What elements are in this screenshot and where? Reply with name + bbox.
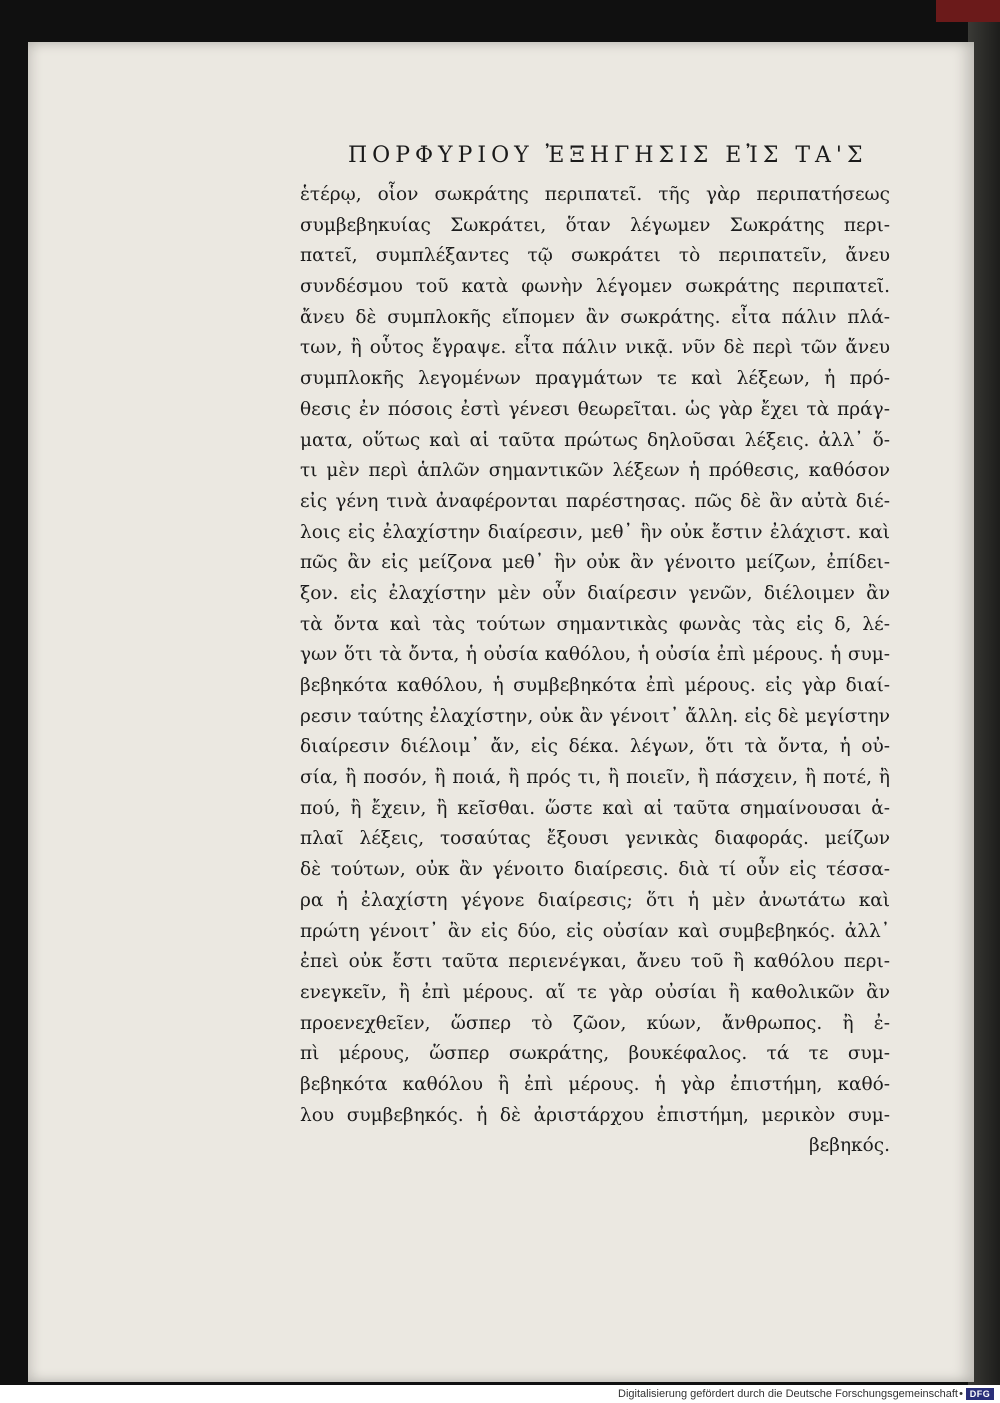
footer-separator: •: [959, 1388, 963, 1400]
text-line: ρα ἡ ἐλαχίστη γέγονε διαίρεσις; ὅτι ἡ μὲν ἀνωτάτω καὶ: [300, 889, 890, 911]
text-line: τὰ ὄντα καὶ τὰς τούτων σημαντικὰς φωνὰς τὰς εἰς δ, λέ-: [300, 613, 890, 635]
text-line: ρεσιν ταύτης ἐλαχίστην, οὐκ ἂν γένοιτ᾽ ἄλλη. εἰς δὲ μεγίστην: [300, 705, 890, 727]
text-line: συμπλοκῆς λεγομένων πραγμάτων τε καὶ λέξεων, ἡ πρό-: [300, 368, 890, 390]
text-line: συνδέσμου τοῦ κατὰ φωνὴν λέγομεν σωκράτης περιπατεῖ.: [300, 276, 890, 298]
text-line: λοις εἰς ἐλαχίστην διαίρεσιν, μεθ᾽ ἣν οὐκ ἔστιν ἐλάχιστ. καὶ: [300, 521, 890, 543]
text-line: προενεχθεῖεν, ὥσπερ τὸ ζῶον, κύων, ἄνθρωπος. ἢ ἐ-: [300, 1012, 890, 1034]
text-line: ενεγκεῖν, ἢ ἐπὶ μέρους. αἵ τε γὰρ οὐσίαι ἢ καθολικῶν ἂν: [300, 981, 890, 1003]
book-cover-edge: [936, 0, 1000, 22]
text-line: διαίρεσιν διέλοιμ᾽ ἄν, εἰς δέκα. λέγων, ὅτι τὰ ὄντα, ἡ οὐ-: [300, 736, 890, 758]
digitization-footer: [0, 1385, 1000, 1403]
text-line: δὲ τούτων, οὐκ ἂν γένοιτο διαίρεσις. διὰ τί οὖν εἰς τέσσα-: [300, 859, 890, 881]
text-line: πού, ἢ ἔχειν, ἢ κεῖσθαι. ὥστε καὶ αἱ ταῦτα σημαίνουσαι ἁ-: [300, 797, 890, 819]
text-line: πὶ μέρους, ὥσπερ σωκράτης, βουκέφαλος. τά τε συμ-: [300, 1043, 890, 1065]
body-text: [300, 180, 890, 1162]
text-line: ἑτέρῳ, οἷον σωκράτης περιπατεῖ. τῆς γὰρ περιπατήσεως: [300, 184, 890, 205]
text-line: πῶς ἂν εἰς μείζονα μεθ᾽ ἣν οὐκ ἂν γένοιτο μείζων, ἐπίδει-: [300, 552, 890, 574]
text-line: βεβηκότα καθόλου, ἡ συμβεβηκότα ἐπὶ μέρους. εἰς γὰρ διαί-: [300, 675, 890, 696]
text-line: θεσις ἐν πόσοις ἐστὶ γένεσι θεωρεῖται. ὡς γὰρ ἔχει τὰ πράγ-: [300, 398, 890, 420]
text-line: ἐπεὶ οὐκ ἔστι ταῦτα περιενέγκαι, ἄνευ τοῦ ἢ καθόλου περι-: [300, 951, 890, 973]
text-line: ξον. εἰς ἐλαχίστην μὲν οὖν διαίρεσιν γενῶν, διέλοιμεν ἂν: [300, 582, 890, 604]
text-line: πλαῖ λέξεις, τοσαύτας ἔξουσι γενικὰς διαφοράς. μείζων: [300, 828, 890, 850]
text-line: συμβεβηκυίας Σωκράτει, ὅταν λέγωμεν Σωκράτης περι-: [300, 214, 890, 236]
text-line: γων ὅτι τὰ ὄντα, ἡ οὐσία καθόλου, ἡ οὐσία ἐπὶ μέρους. ἡ συμ-: [300, 644, 890, 666]
dfg-logo-icon: DFG: [966, 1388, 994, 1400]
text-line: πατεῖ, συμπλέξαντες τῷ σωκράτει τὸ περιπατεῖν, ἄνευ: [300, 245, 890, 267]
text-line: πρώτη γένοιτ᾽ ἂν εἰς δύο, εἰς οὐσίαν καὶ συμβεβηκός. ἀλλ᾽: [300, 920, 890, 942]
text-line: τι μὲν περὶ ἁπλῶν σημαντικῶν λέξεων ἡ πρόθεσις, καθόσον: [300, 460, 890, 482]
funding-credit: Digitalisierung gefördert durch die Deutsche Forschungsgemeinschaft: [618, 1388, 958, 1400]
text-line: βεβηκότα καθόλου ἢ ἐπὶ μέρους. ἡ γὰρ ἐπιστήμη, καθό-: [300, 1073, 890, 1095]
text-line-final: βεβηκός.: [808, 1135, 890, 1157]
text-line: εἰς γένη τινὰ ἀναφέρονται παρέστησας. πῶς δὲ ἂν αὐτὰ διέ-: [300, 490, 890, 512]
text-line: των, ἢ οὗτος ἔγραψε. εἶτα πάλιν νικᾷ. νῦν δὲ περὶ τῶν ἄνευ: [300, 337, 890, 359]
text-line: ἄνευ δὲ συμπλοκῆς εἴπομεν ἂν σωκράτης. εἶτα πάλιν πλά-: [300, 306, 890, 328]
text-line: λου συμβεβηκός. ἡ δὲ ἀριστάρχου ἐπιστήμη, μερικὸν συμ-: [300, 1104, 890, 1126]
text-line: σία, ἢ ποσόν, ἢ ποιά, ἢ πρός τι, ἢ ποιεῖν, ἢ πάσχειν, ἢ ποτέ, ἢ: [300, 767, 890, 789]
text-line: ματα, οὕτως καὶ αἱ ταῦτα πρώτως δηλοῦσαι λέξεις. ἀλλ᾽ ὅ-: [300, 429, 890, 451]
running-head: ΠΟΡΦΥΡΙΟΥ ἘΞΗΓΗΣΙΣ ΕἸΣ ΤΑ'Σ: [348, 143, 868, 168]
